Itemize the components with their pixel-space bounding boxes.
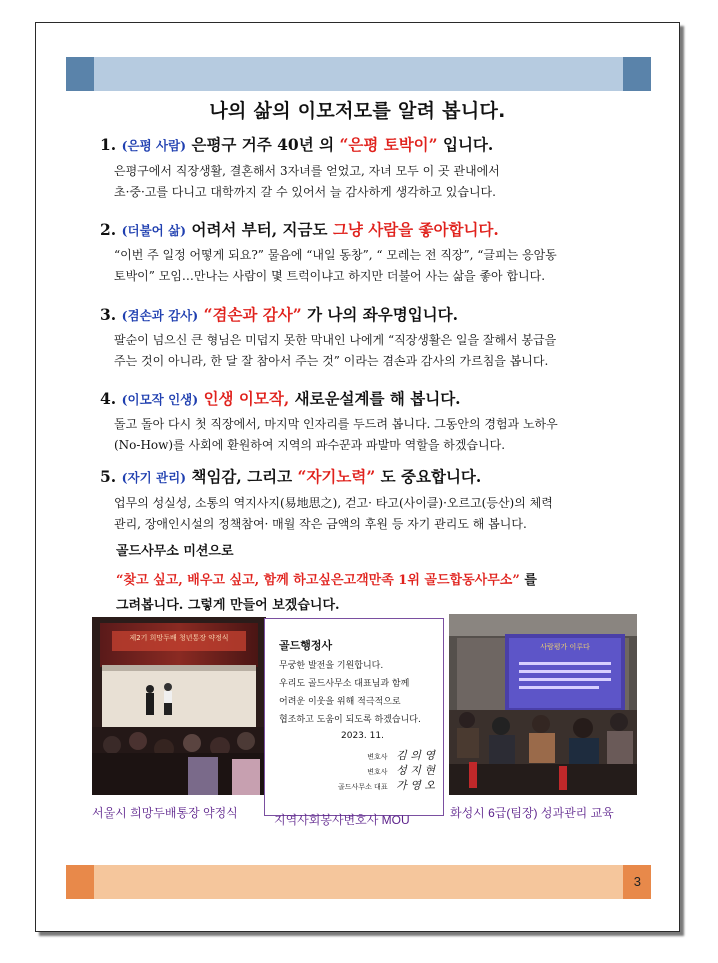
- signature-role: 변호사: [367, 768, 388, 776]
- signature-row: [295, 779, 435, 794]
- signature-row: [295, 749, 435, 764]
- letter-line: 무궁한 발전을 기원합니다.: [279, 661, 384, 671]
- body-line: (No-How)를 사회에 환원하여 지역의 파수꾼과 파발마 역할을 하겠습니다.: [114, 438, 506, 452]
- footer-band-left-block: [66, 865, 94, 899]
- section-4-body: [114, 414, 664, 456]
- header-band-left-block: [66, 57, 94, 91]
- ceremony-photo-image: [92, 617, 266, 795]
- section-1-heading: [100, 133, 493, 155]
- section-4-heading: [100, 387, 461, 409]
- page-title: 나의 삶의 이모저모를 알려 봅니다.: [209, 100, 506, 122]
- mission-quote: “찾고 싶고, 배우고 싶고, 함께 하고싶은고객만족 1위 골드합동사무소”: [116, 573, 520, 588]
- section-number: 4.: [100, 389, 117, 408]
- letter-heading: 골드행정사: [279, 639, 333, 652]
- mou-caption: 지역사회봉사변호사 MOU: [274, 813, 410, 827]
- mission-suffix: 를: [524, 573, 537, 588]
- body-line: 관리, 장애인시설의 정책참여· 매월 작은 금액의 후원 등 자기 관리도 해 봅니다.: [114, 517, 527, 531]
- letter-line: 우리도 골드사무소 대표님과 함께: [279, 679, 410, 689]
- section-1-body: [114, 161, 664, 203]
- body-line: 팔순이 넘으신 큰 형님은 미덥지 못한 막내인 나에게 “직장생활은 일을 잘해서 봉급을: [114, 333, 557, 347]
- section-category: (더불어 삶): [121, 223, 187, 238]
- section-text-end: 도 중요합니다.: [380, 467, 482, 486]
- section-category: (자기 관리): [121, 470, 187, 485]
- section-highlight: 그냥 사람을 좋아합니다.: [332, 220, 499, 239]
- body-line: 초·중·고를 다니고 대학까지 갈 수 있어서 늘 감사하게 생각하고 있습니다.: [114, 185, 496, 199]
- section-number: 2.: [100, 220, 117, 239]
- body-line: “이번 주 일정 어떻게 되요?” 물음에 “내일 동창”, “ 모레는 전 직장”, “글피는 응암동: [114, 248, 557, 262]
- section-5-heading: [100, 465, 481, 487]
- header-band-right-block: [623, 57, 651, 91]
- signature-role: 골드사무소 대표: [338, 783, 388, 791]
- header-band: [66, 57, 651, 91]
- signature-name: 가 영 오: [396, 779, 435, 792]
- signature-name: 성 지 현: [396, 764, 435, 777]
- letter-line: 어려운 이웃을 위해 적극적으로: [279, 697, 401, 707]
- section-text: 어려서 부터, 지금도: [191, 220, 328, 239]
- body-line: 돌고 돌아 다시 첫 직장에서, 마지막 인자리를 두드려 봅니다. 그동안의 경험과 노하우: [114, 417, 558, 431]
- stage-banner-text: 제2기 희망두배 청년통장 약정식: [129, 634, 229, 642]
- signature-row: [295, 764, 435, 779]
- section-highlight: “자기노력”: [297, 467, 376, 486]
- section-text-end: 가 나의 좌우명입니다.: [307, 305, 459, 324]
- ceremony-photo: [92, 617, 266, 795]
- signature-role: 변호사: [367, 753, 388, 761]
- section-3-heading: [100, 303, 458, 325]
- section-text-end: 입니다.: [442, 135, 494, 154]
- footer-band-center: [94, 865, 623, 899]
- section-number: 5.: [100, 467, 117, 486]
- training-photo: [449, 614, 637, 795]
- body-line: 주는 것이 아니라, 한 달 잘 참아서 주는 것” 이라는 겸손과 감사의 가르침을 봅니다.: [114, 354, 549, 368]
- letter-signatures: [295, 749, 435, 794]
- section-highlight: 인생 이모작,: [203, 389, 290, 408]
- letter-line: 협조하고 도움이 되도록 하겠습니다.: [279, 715, 421, 725]
- document-page: [35, 22, 680, 932]
- section-text: 은평구 거주 40년 의: [191, 135, 335, 154]
- section-highlight: “겸손과 감사”: [203, 305, 302, 324]
- footer-band: [66, 865, 651, 899]
- page-number: 3: [633, 874, 641, 889]
- letter-body: [279, 657, 421, 729]
- section-2-heading: [100, 218, 499, 240]
- section-category: (이모작 인생): [121, 392, 199, 407]
- section-number: 3.: [100, 305, 117, 324]
- body-line: 은평구에서 직장생활, 결혼해서 3자녀를 얻었고, 자녀 모두 이 곳 관내에서: [114, 164, 500, 178]
- mission-intro: 골드사무소 미션으로: [116, 544, 234, 559]
- screen-title: 사람평가 이루다: [540, 643, 590, 651]
- training-caption: 화성시 6급(팀장) 성과관리 교육: [450, 806, 614, 820]
- section-number: 1.: [100, 135, 117, 154]
- section-category: (은평 사람): [121, 138, 187, 153]
- section-text-end: 새로운설계를 해 봅니다.: [294, 389, 461, 408]
- section-2-body: [114, 245, 664, 287]
- letter-date: 2023. 11.: [341, 731, 384, 741]
- signature-name: 김 의 영: [396, 749, 435, 762]
- section-text: 책임감, 그리고: [191, 467, 293, 486]
- section-3-body: [114, 330, 664, 372]
- section-highlight: “은평 토박이”: [339, 135, 438, 154]
- body-line: 업무의 성실성, 소통의 역지사지(易地思之), 걷고· 타고(사이클)·오르고(등산)의 체력: [114, 496, 553, 510]
- section-category: (겸손과 감사): [121, 308, 199, 323]
- mission-statement: [116, 568, 537, 618]
- mou-letter: [264, 618, 444, 816]
- ceremony-caption: 서울시 희망두배통장 약정식: [92, 806, 238, 820]
- mission-closing: 그려봅니다. 그렇게 만들어 보겠습니다.: [116, 598, 340, 613]
- section-5-body: [114, 493, 664, 535]
- header-band-center: [94, 57, 623, 91]
- body-line: 토박이” 모임…만나는 사람이 몇 트럭이냐고 하지만 더불어 사는 삶을 좋아 합니다.: [114, 269, 546, 283]
